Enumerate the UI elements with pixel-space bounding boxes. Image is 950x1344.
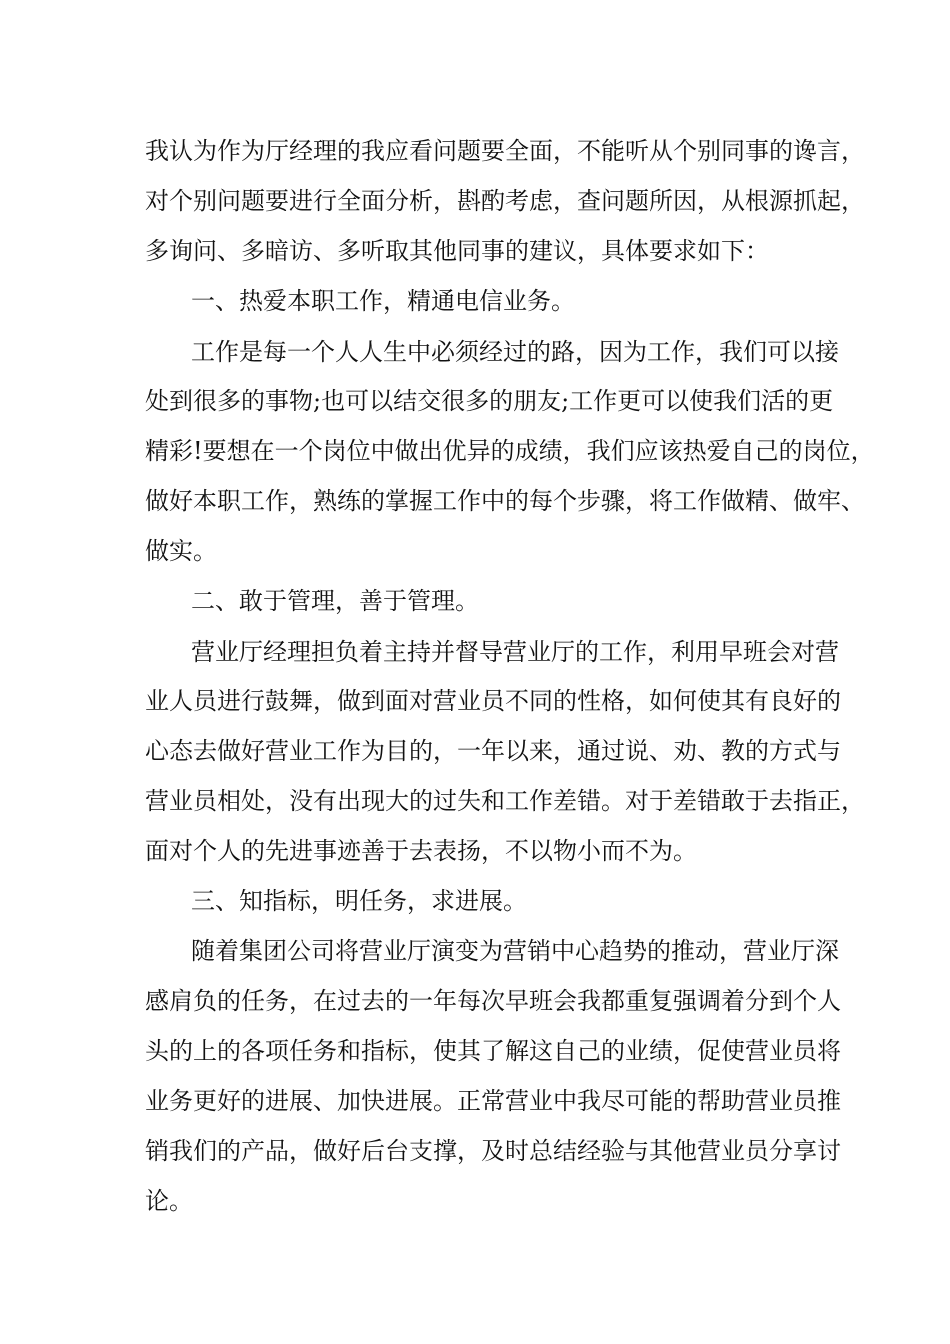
text-line: 业务更好的进展、加快进展。正常营业中我尽可能的帮助营业员推 — [145, 1087, 841, 1115]
text-line: 多询问、多暗访、多听取其他同事的建议，具体要求如下： — [145, 237, 769, 265]
text-line: 营业员相处，没有出现大的过失和工作差错。对于差错敢于去指正， — [145, 787, 865, 815]
text-line: 销我们的产品，做好后台支撑，及时总结经验与其他营业员分享讨 — [145, 1137, 841, 1165]
text-line: 头的上的各项任务和指标，使其了解这自己的业绩，促使营业员将 — [145, 1037, 841, 1065]
text-line: 心态去做好营业工作为目的，一年以来，通过说、劝、教的方式与 — [145, 737, 841, 765]
text-line: 做好本职工作，熟练的掌握工作中的每个步骤，将工作做精、做牢、 — [145, 487, 865, 515]
paragraph-first-line: 工作是每一个人人生中必须经过的路，因为工作，我们可以接 — [191, 338, 839, 366]
section-heading: 三、知指标，明任务，求进展。 — [191, 887, 527, 915]
section-heading: 二、敢于管理，善于管理。 — [191, 587, 479, 615]
text-line: 我认为作为厅经理的我应看问题要全面，不能听从个别同事的谗言， — [145, 137, 865, 165]
section-heading: 一、热爱本职工作，精通电信业务。 — [191, 287, 575, 315]
text-line: 对个别问题要进行全面分析，斟酌考虑，查问题所因，从根源抓起， — [145, 187, 865, 215]
paragraph-first-line: 随着集团公司将营业厅演变为营销中心趋势的推动，营业厅深 — [191, 937, 839, 965]
text-line: 感肩负的任务，在过去的一年每次早班会我都重复强调着分到个人 — [145, 987, 841, 1015]
text-line: 做实。 — [145, 537, 217, 565]
text-line: 处到很多的事物;也可以结交很多的朋友;工作更可以使我们活的更 — [145, 387, 834, 415]
text-line: 精彩!要想在一个岗位中做出优异的成绩，我们应该热爱自己的岗位， — [145, 437, 875, 465]
text-line: 业人员进行鼓舞，做到面对营业员不同的性格，如何使其有良好的 — [145, 687, 841, 715]
paragraph-first-line: 营业厅经理担负着主持并督导营业厅的工作，利用早班会对营 — [191, 638, 839, 666]
text-line: 论。 — [145, 1187, 193, 1215]
text-line: 面对个人的先进事迹善于去表扬，不以物小而不为。 — [145, 837, 697, 865]
